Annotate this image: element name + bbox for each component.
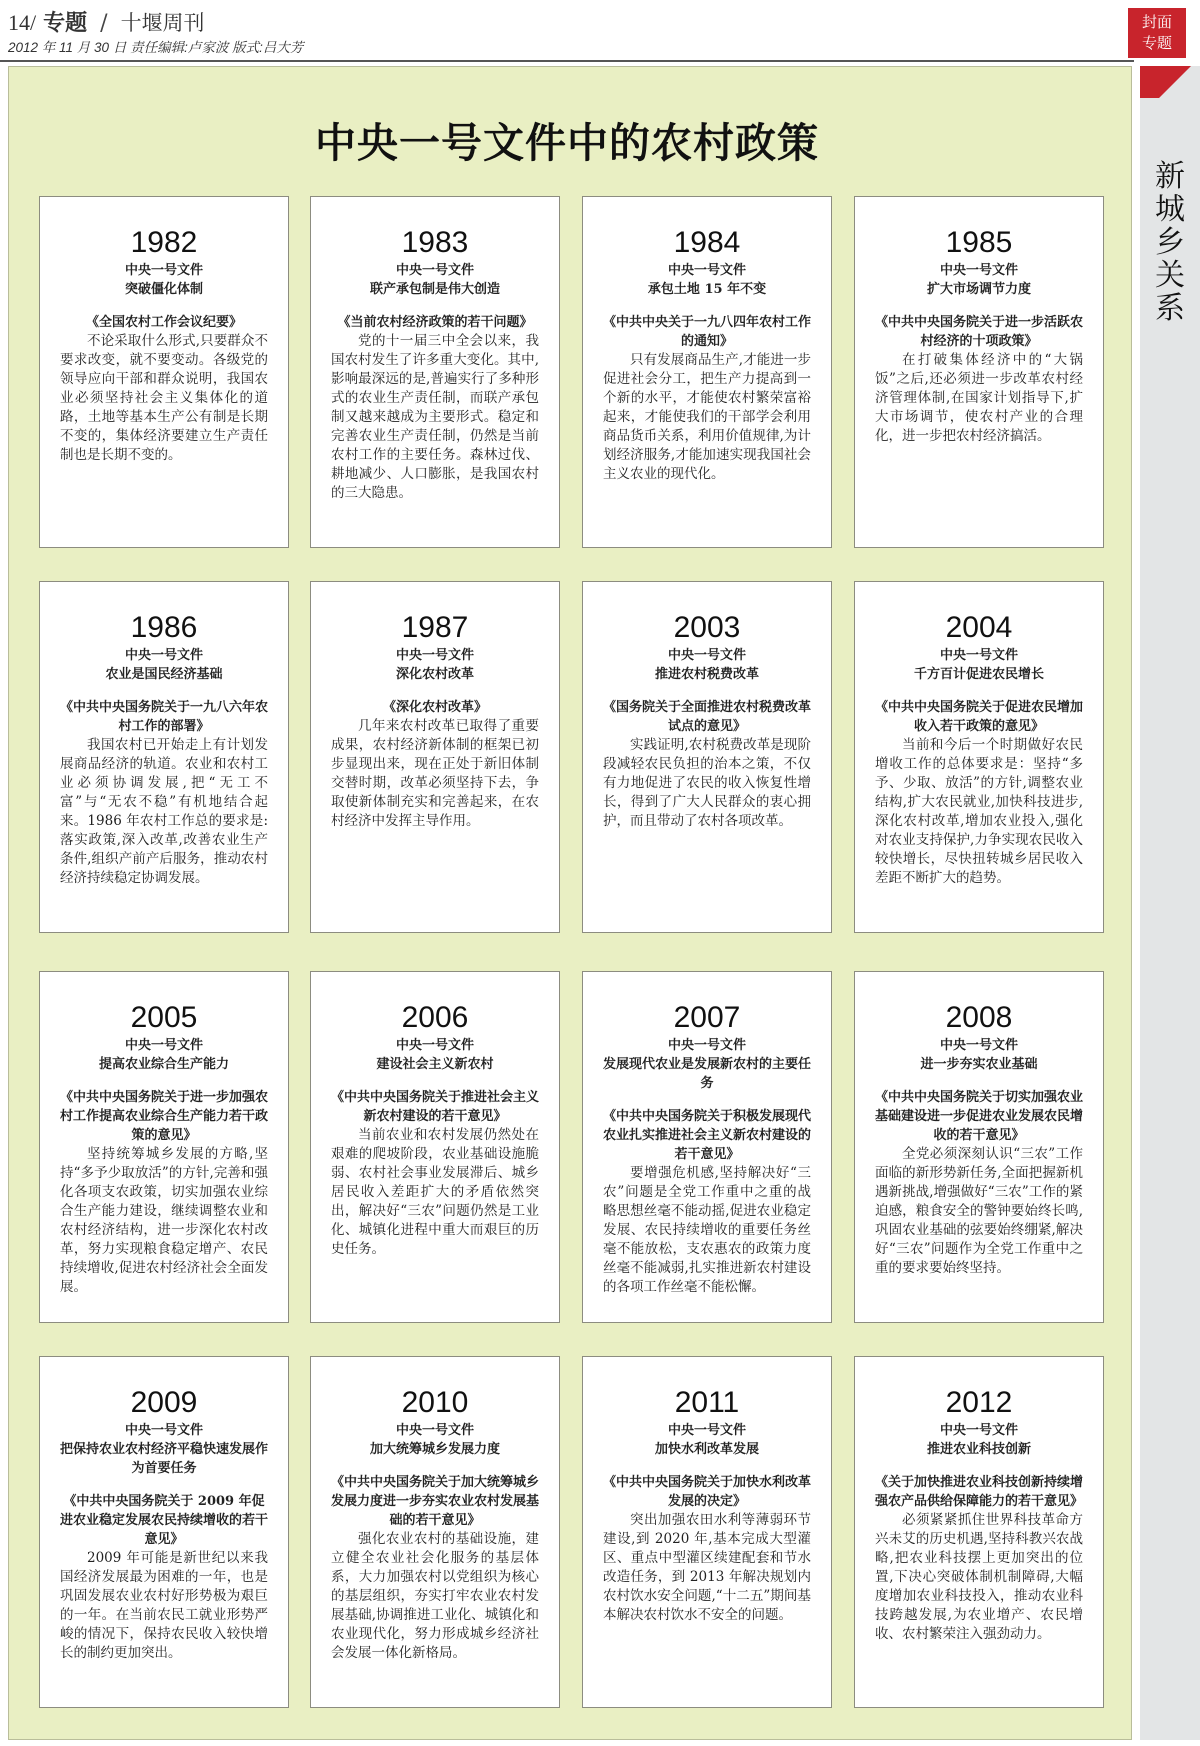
card-year: 2005 (130, 1001, 198, 1034)
sidebar-char: 乡 (1155, 225, 1185, 260)
card-label: 中央一号文件 (667, 263, 746, 278)
issue-info: 2012 年 11 月 30 日 责任编辑:卢家波 版式:吕大芳 (8, 40, 304, 55)
policy-card (582, 581, 832, 933)
card-year: 2011 (674, 1386, 740, 1419)
card-body: 2009 年可能是新世纪以来我国经济发展最为困难的一年，也是巩固发展农业农村好形势极为艰巨的一年。在当前农民工就业形势严峻的情况下，保持农民收入较快增长的制约更加突出。 (60, 1550, 268, 1661)
policy-card (582, 196, 832, 548)
card-body: 几年来农村改革已取得了重要成果，农村经济新体制的框架已初步显现出来，现在正处于新旧体制交替时期，改革必须坚持下去，争取使新体制充实和完善起来，在农村经济中发挥主导作用。 (331, 718, 539, 829)
card-doc: 《深化农村改革》 (382, 700, 487, 715)
card-doc: 《中共中央国务院关于加快水利改革发展的决定》 (603, 1475, 812, 1509)
policy-card (310, 581, 560, 933)
card-label: 中央一号文件 (395, 648, 474, 663)
card-theme: 千方百计促进农民增长 (913, 667, 1044, 682)
policy-card (854, 1356, 1104, 1708)
card-label: 中央一号文件 (939, 1423, 1018, 1438)
card-theme: 把保持农业农村经济平稳快速发展作为首要任务 (60, 1442, 269, 1476)
card-body: 全党必须深刻认识“三农”工作面临的新形势新任务,全面把握新机遇新挑战,增强做好“三农”工作的紧迫感，粮食安全的警钟要始终长鸣,巩固农业基础的弦要始终绷紧,解决好“三农”问题作为全党工作重中之重的要求要始终坚持。 (875, 1146, 1083, 1276)
card-label: 中央一号文件 (395, 1038, 474, 1053)
page-number: 14/ (8, 10, 37, 35)
card-label: 中央一号文件 (124, 1038, 203, 1053)
card-theme: 建设社会主义新农村 (376, 1057, 494, 1072)
policy-card (310, 971, 560, 1323)
card-doc: 《中共中央国务院关于进一步加强农村工作提高农业综合生产能力若干政策的意见》 (60, 1090, 269, 1143)
card-label: 中央一号文件 (124, 648, 203, 663)
card-year: 2008 (945, 1001, 1013, 1034)
policy-card (39, 1356, 289, 1708)
card-label: 中央一号文件 (124, 263, 203, 278)
card-label: 中央一号文件 (667, 1038, 746, 1053)
sidebar-char: 系 (1155, 291, 1185, 326)
page-title: 中央一号文件中的农村政策 (315, 119, 819, 167)
card-theme: 推进农业科技创新 (926, 1442, 1031, 1457)
card-body: 当前农业和农村发展仍然处在艰难的爬坡阶段，农业基础设施脆弱、农村社会事业发展滞后、城乡居民收入差距扩大的矛盾依然突出，解决好“三农”问题仍然是工业化、城镇化进程中重大而艰巨的历史任务。 (331, 1127, 539, 1257)
card-theme: 深化农村改革 (395, 667, 474, 682)
card-doc: 《中共中央国务院关于 2009 年促进农业稳定发展农民持续增收的若干意见》 (60, 1494, 269, 1547)
sidebar-title (1142, 160, 1198, 325)
card-body: 党的十一届三中全会以来，我国农村发生了许多重大变化。其中,影响最深远的是,普遍实行了多种形式的农业生产责任制，而联产承包制又越来越成为主要形式。稳定和完善农业生产责任制，仍然是当前农村工作的主要任务。森林过伐、耕地减少、人口膨胀，是我国农村的三大隐患。 (331, 333, 539, 501)
card-theme: 推进农村税费改革 (654, 667, 759, 682)
card-body: 强化农业农村的基础设施，建立健全农业社会化服务的基层体系，大力加强农村以党组织为核心的基层组织，夯实打牢农业农村发展基础,协调推进工业化、城镇化和农业现代化，努力形成城乡经济社会发展一体化新格局。 (331, 1531, 539, 1661)
card-body: 坚持统筹城乡发展的方略,坚持“多予少取放活”的方针,完善和强化各项支农政策，切实加强农业综合生产能力建设，继续调整农业和农村经济结构，进一步深化农村改革，努力实现粮食稳定增产、农民持续增收,促进农村经济社会全面发展。 (60, 1146, 268, 1295)
policy-card (582, 971, 832, 1323)
card-label: 中央一号文件 (395, 263, 474, 278)
card-doc: 《国务院关于全面推进农村税费改革试点的意见》 (603, 700, 812, 734)
card-label: 中央一号文件 (939, 648, 1018, 663)
policy-card (854, 581, 1104, 933)
card-theme: 扩大市场调节力度 (926, 282, 1031, 297)
card-theme: 提高农业综合生产能力 (98, 1057, 229, 1072)
policy-card (854, 196, 1104, 548)
card-body: 在打破集体经济中的“大锅饭”之后,还必须进一步改革农村经济管理体制,在国家计划指导下,扩大市场调节，使农村产业的合理化，进一步把农村经济搞活。 (875, 352, 1083, 444)
card-theme: 突破僵化体制 (124, 282, 203, 297)
card-body: 必须紧紧抓住世界科技革命方兴未艾的历史机遇,坚持科教兴农战略,把农业科技摆上更加突出的位置,下决心突破体制机制障碍,大幅度增加农业科技投入，推动农业科技跨越发展,为农业增产、农民增收、农村繁荣注入强劲动力。 (875, 1512, 1083, 1642)
card-theme: 承包土地 15 年不变 (647, 282, 767, 297)
card-body: 突出加强农田水利等薄弱环节建设,到 2020 年,基本完成大型灌区、重点中型灌区续建配套和节水改造任务，到 2013 年解决规划内农村饮水安全问题,“十二五”期间基本解决农村饮水不安全的问题。 (603, 1512, 811, 1623)
card-doc: 《中共中央国务院关于一九八六年农村工作的部署》 (60, 700, 269, 734)
page-header (0, 0, 1200, 60)
paper-name: 十堰周刊 (120, 11, 205, 35)
card-year: 1987 (401, 611, 469, 644)
card-year: 2012 (945, 1386, 1013, 1419)
card-body: 当前和今后一个时期做好农民增收工作的总体要求是：坚持“多予、少取、放活”的方针,调整农业结构,扩大农民就业,加快科技进步,深化农村改革,增加农业投入,强化对农业支持保护,力争实现农民收入较快增长，尽快扭转城乡居民收入差距不断扩大的趋势。 (875, 737, 1083, 886)
card-doc: 《关于加快推进农业科技创新持续增强农产品供给保障能力的若干意见》 (875, 1475, 1084, 1509)
card-doc: 《全国农村工作会议纪要》 (85, 315, 242, 330)
card-year: 1985 (945, 226, 1013, 259)
card-label: 中央一号文件 (939, 263, 1018, 278)
policy-card (310, 1356, 560, 1708)
policy-card (310, 196, 560, 548)
sidebar-char: 新 (1155, 159, 1185, 194)
card-label: 中央一号文件 (124, 1423, 203, 1438)
header-divider (0, 60, 1134, 62)
card-label: 中央一号文件 (939, 1038, 1018, 1053)
card-body: 我国农村已开始走上有计划发展商品经济的轨道。农业和农村工业必须协调发展,把“无工不富”与“无农不稳”有机地结合起来。1986 年农村工作总的要求是:落实政策,深入改革,改善农业生产条件,组织产前产后服务，推动农村经济持续稳定协调发展。 (60, 737, 268, 886)
card-label: 中央一号文件 (667, 1423, 746, 1438)
card-theme: 联产承包制是伟大创造 (369, 282, 500, 297)
badge-line-2: 专题 (1141, 34, 1172, 52)
card-year: 2009 (130, 1386, 198, 1419)
card-theme: 加大统筹城乡发展力度 (369, 1442, 500, 1457)
card-year: 2003 (673, 611, 741, 644)
card-doc: 《中共中央国务院关于积极发展现代农业扎实推进社会主义新农村建设的若干意见》 (603, 1109, 812, 1162)
cover-topic-badge (1128, 8, 1186, 58)
policy-card (582, 1356, 832, 1708)
card-doc: 《中共中央关于一九八四年农村工作的通知》 (603, 315, 812, 349)
card-theme: 农业是国民经济基础 (105, 667, 223, 682)
card-doc: 《中共中央国务院关于促进农民增加收入若干政策的意见》 (875, 700, 1084, 734)
separator: / (100, 11, 108, 36)
sidebar-char: 关 (1155, 258, 1185, 293)
policy-card (39, 196, 289, 548)
masthead (8, 6, 205, 37)
card-year: 1984 (673, 226, 741, 259)
card-doc: 《中共中央国务院关于切实加强农业基础建设进一步促进农业发展农民增收的若干意见》 (875, 1090, 1084, 1143)
card-doc: 《中共中央国务院关于推进社会主义新农村建设的若干意见》 (331, 1090, 540, 1124)
sidebar-accent (1140, 66, 1200, 98)
card-doc: 《中共中央国务院关于进一步活跃农村经济的十项政策》 (875, 315, 1084, 349)
card-body: 只有发展商品生产,才能进一步促进社会分工，把生产力提高到一个新的水平，才能使农村繁荣富裕起来，才能使我们的干部学会利用商品货币关系，利用价值规律,为计划经济服务,才能加速实现我国社会主义农业的现代化。 (603, 352, 811, 482)
card-theme: 加快水利改革发展 (654, 1442, 759, 1457)
policy-card (39, 971, 289, 1323)
card-year: 2004 (945, 611, 1013, 644)
badge-line-1: 封面 (1141, 13, 1172, 31)
card-label: 中央一号文件 (667, 648, 746, 663)
card-doc: 《当前农村经济政策的若干问题》 (337, 315, 533, 330)
section-name: 专题 (43, 11, 88, 36)
card-year: 1986 (130, 611, 198, 644)
policy-card (39, 581, 289, 933)
card-label: 中央一号文件 (395, 1423, 474, 1438)
card-theme: 发展现代农业是发展新农村的主要任务 (603, 1057, 812, 1091)
card-doc: 《中共中央国务院关于加大统筹城乡发展力度进一步夯实农业农村发展基础的若干意见》 (331, 1475, 540, 1528)
card-year: 2010 (401, 1386, 469, 1419)
card-body: 不论采取什么形式,只要群众不要求改变，就不要变动。各级党的领导应向干部和群众说明，我国农业必须坚持社会主义集体化的道路，土地等基本生产公有制是长期不变的，集体经济要建立生产责任制也是长期不变的。 (60, 333, 268, 463)
policy-card (854, 971, 1104, 1323)
sidebar-char: 城 (1155, 192, 1185, 227)
card-body: 要增强危机感,坚持解决好“三农”问题是全党工作重中之重的战略思想丝毫不能动摇,促进农业稳定发展、农民持续增收的重要任务丝毫不能放松，支农惠农的政策力度丝毫不能减弱,扎实推进新农村建设的各项工作丝毫不能松懈。 (603, 1165, 811, 1295)
card-year: 1982 (130, 226, 198, 259)
card-theme: 进一步夯实农业基础 (920, 1057, 1038, 1072)
card-year: 1983 (401, 226, 469, 259)
card-year: 2006 (401, 1001, 469, 1034)
card-body: 实践证明,农村税费改革是现阶段减轻农民负担的治本之策，不仅有力地促进了农民的收入恢复性增长，得到了广大人民群众的衷心拥护，而且带动了农村各项改革。 (603, 737, 811, 829)
card-year: 2007 (673, 1001, 741, 1034)
